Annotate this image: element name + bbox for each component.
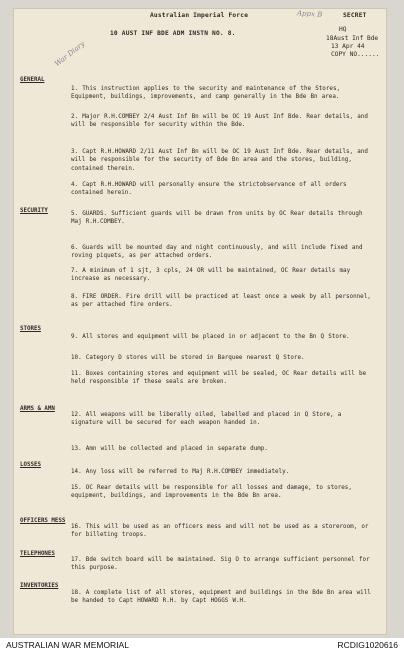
archive-reference: RCDIG1020616 [337, 640, 398, 650]
document-title: 10 AUST INF BDE ADM INSTN NO. 8. [110, 30, 236, 37]
paragraph-1: 1. This instruction applies to the security and maintenance of the Stores, Equipment, buildings, improvements, and camp generally in the Bde Bn area. [71, 86, 341, 101]
section-heading-stores: STORES [20, 326, 41, 332]
paragraph-13: 13. Amn will be collected and placed in separate dump. [71, 446, 268, 452]
force-heading: Australian Imperial Force [150, 12, 249, 19]
section-heading-telephones: TELEPHONES [20, 551, 55, 557]
section-heading-general: GENERAL [20, 77, 45, 83]
paragraph-7: 7. A minimum of 1 sjt, 3 cpls, 24 OR will be maintained, OC Rear details may increase as necessary. [71, 268, 351, 283]
paragraph-4: 4. Capt R.H.HOWARD will personally ensure the strictobservance of all orders contained herein. [71, 182, 347, 197]
paragraph-15: 15. OC Rear details will be responsible for all losses and damage, to stores, equipment, buildings, and improvements in the Bde Bn area. [71, 485, 352, 500]
secret-marking: SECRET [343, 12, 367, 19]
archive-name: AUSTRALIAN WAR MEMORIAL [6, 640, 129, 650]
paragraph-6: 6. Guards will be mounted day and night continuously, and will include fixed and roving piquets, as per attached orders. [71, 245, 363, 260]
section-heading-arms-amn: ARMS & AMN [20, 406, 55, 412]
paragraph-3: 3. Capt R.H.HOWARD 2/11 Aust Inf Bn will be OC 19 Aust Inf Bde. Rear details, and will be responsible for the security of Bde Bn area and the stores, building, contained therein. [71, 149, 368, 172]
paragraph-10: 10. Category D stores will be stored in Barquee nearest Q Store. [71, 355, 305, 361]
paragraph-5: 5. GUARDS. Sufficient guards will be drawn from units by OC Rear details through Maj R.H.COMBEY. [71, 211, 363, 226]
archive-footer [0, 638, 404, 653]
document-date: 13 Apr 44 [331, 43, 365, 50]
paragraph-16: 16. This will be used as an officers mess and will not be used as a storeroom, or for billeting troops. [71, 524, 369, 539]
paragraph-12: 12. All weapons will be liberally oiled, labelled and placed in Q Store, a signature will be secured for each weapon handed in. [71, 412, 342, 427]
section-heading-security: SECURITY [20, 208, 48, 214]
paragraph-2: 2. Major R.H.COMBEY 2/4 Aust Inf Bn will be OC 19 Aust Inf Bde. Rear details, and will be responsible for security within the Bde. [71, 114, 368, 129]
document-page [13, 8, 387, 635]
paragraph-18: 18. A complete list of all stores, equipment and buildings in the Bde Bn area will be handed to Capt HOWARD R.H. by Capt HOGGS W.H. [71, 590, 371, 605]
paragraph-14: 14. Any loss will be referred to Maj R.H.COMBEY immediately. [71, 469, 290, 475]
paragraph-17: 17. Bde switch board will be maintained. Sig O to arrange sufficient personnel for this purpose. [71, 557, 370, 572]
section-heading-officers-mess: OFFICERS MESS [20, 518, 66, 524]
section-heading-inventories: INVENTORIES [20, 583, 59, 589]
handwritten-margin-note: War Diary [53, 39, 87, 69]
paragraph-11: 11. Boxes containing stores and equipment will be sealed, OC Rear details will be held responsible if these seals are broken. [71, 371, 367, 386]
handwritten-annotation: Appx B [296, 9, 323, 19]
paragraph-8: 8. FIRE ORDER. Fire drill will be practiced at least once a week by all personnel, as per attached fire orders. [71, 294, 371, 309]
copy-number: COPY NO...... [331, 51, 380, 58]
headquarters-label: HQ [339, 26, 347, 33]
unit-label: 18Aust Inf Bde [326, 35, 379, 42]
paragraph-9: 9. All stores and equipment will be placed in or adjacent to the Bn Q Store. [71, 334, 350, 340]
section-heading-losses: LOSSES [20, 462, 41, 468]
